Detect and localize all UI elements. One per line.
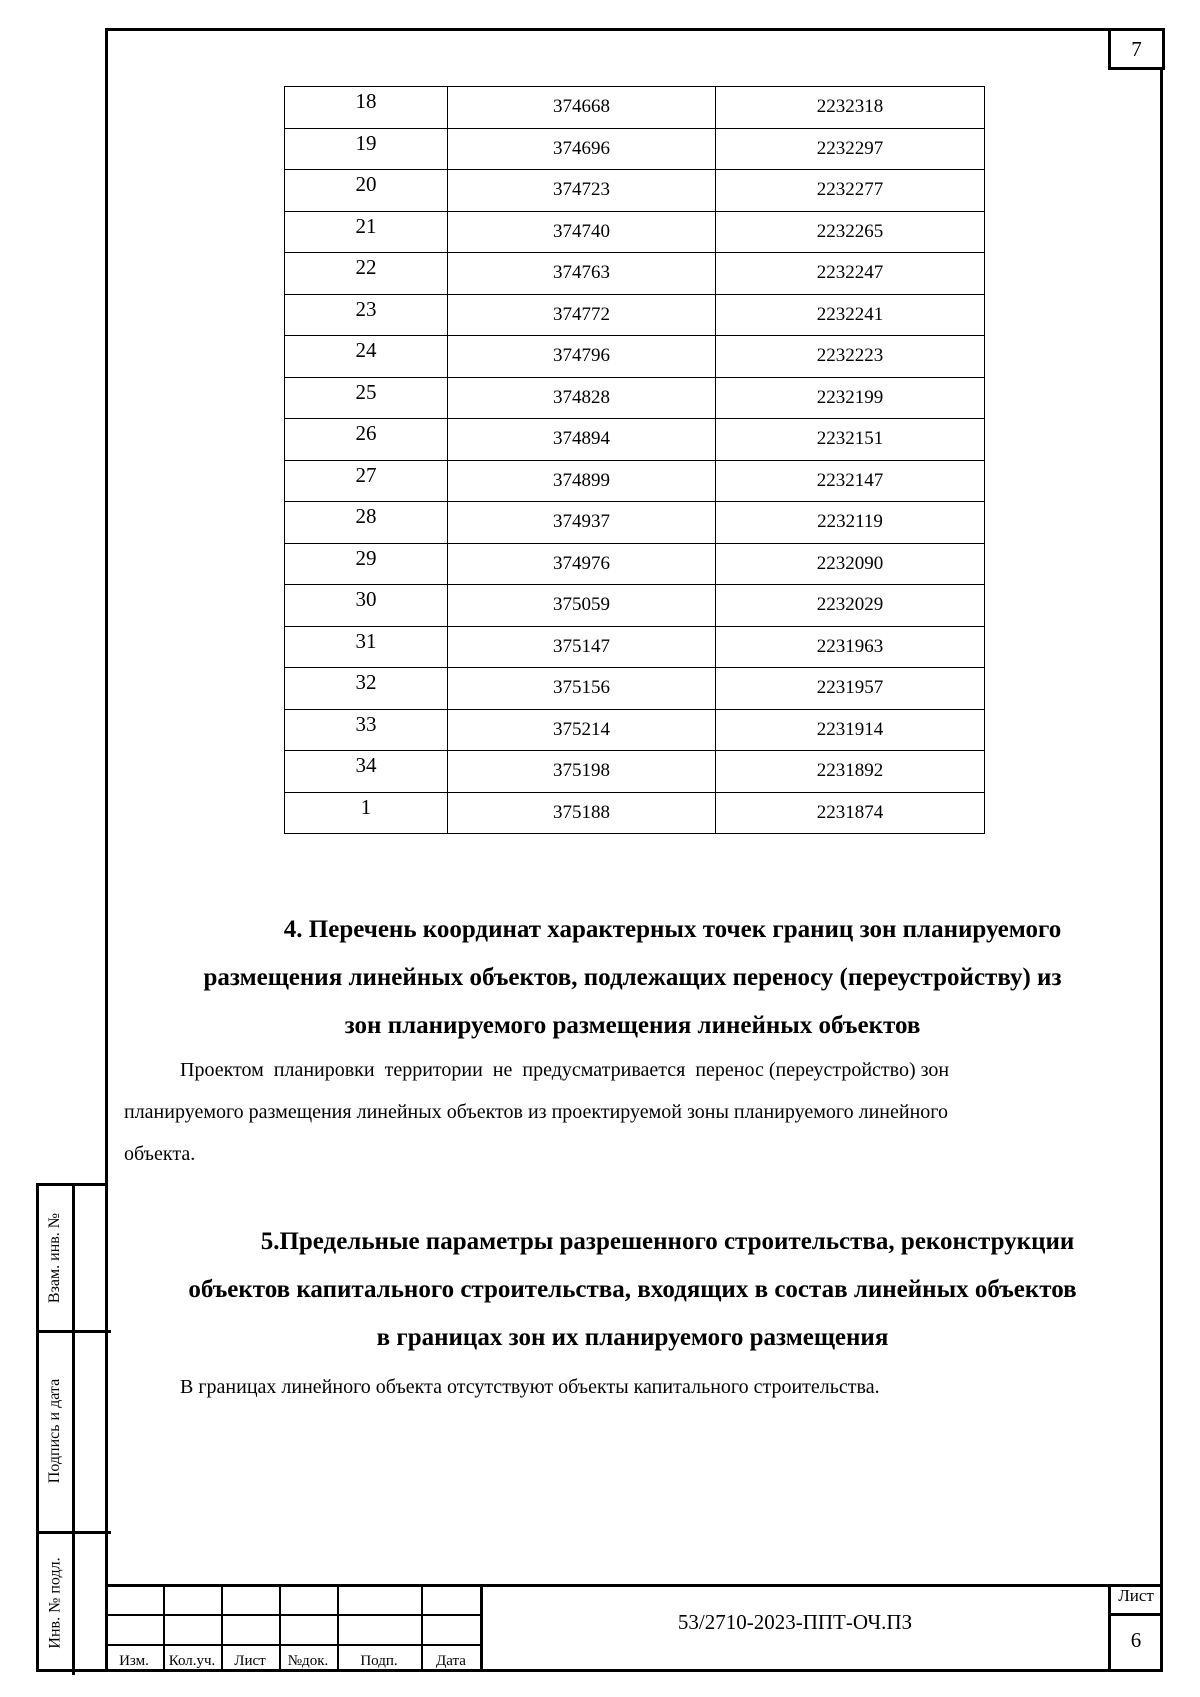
y-coordinate-cell: 2232297 [716, 128, 985, 170]
table-row [285, 751, 985, 793]
heading-line: 5.Предельные параметры разрешенного строительства, реконструкции [260, 1228, 1075, 1255]
x-coordinate-cell: 374763 [448, 253, 716, 295]
tb-sheet-line [1108, 1613, 1163, 1616]
table-row [285, 170, 985, 212]
point-number-cell: 28 [285, 502, 448, 544]
left-margin-stamp [36, 1183, 108, 1672]
y-coordinate-cell: 2232147 [716, 460, 985, 502]
table-row [285, 709, 985, 751]
table-row [285, 502, 985, 544]
y-coordinate-cell: 2232151 [716, 419, 985, 461]
point-number-cell: 21 [285, 211, 448, 253]
table-row [285, 460, 985, 502]
y-coordinate-cell: 2232223 [716, 336, 985, 378]
x-coordinate-cell: 374899 [448, 460, 716, 502]
stamp-label-replacement: Взам. инв. № [46, 1212, 64, 1304]
tb-label-izm: Изм. [119, 1653, 149, 1669]
y-coordinate-cell: 2232241 [716, 294, 985, 336]
x-coordinate-cell: 374828 [448, 377, 716, 419]
x-coordinate-cell: 375188 [448, 792, 716, 834]
table-row [285, 211, 985, 253]
table-row [285, 419, 985, 461]
heading-line: зон планируемого размещения линейных объектов [344, 1012, 921, 1039]
table-row [285, 294, 985, 336]
section-5-heading [110, 1218, 1155, 1362]
section-5-paragraph: В границах линейного объекта отсутствуют объекты капитального строительства. [180, 1376, 880, 1398]
point-number-cell: 19 [285, 128, 448, 170]
x-coordinate-cell: 375147 [448, 626, 716, 668]
tb-label-podp: Подп. [360, 1653, 398, 1669]
x-coordinate-cell: 374894 [448, 419, 716, 461]
table-row [285, 336, 985, 378]
y-coordinate-cell: 2232029 [716, 585, 985, 627]
table-row [285, 128, 985, 170]
table-row [285, 792, 985, 834]
point-number-cell: 33 [285, 709, 448, 751]
x-coordinate-cell: 374772 [448, 294, 716, 336]
x-coordinate-cell: 374740 [448, 211, 716, 253]
section-4-paragraph-line: Проектом планировки территории не предусматривается перенос (переустройство) зон [180, 1059, 950, 1081]
point-number-cell: 26 [285, 419, 448, 461]
x-coordinate-cell: 375214 [448, 709, 716, 751]
point-number-cell: 22 [285, 253, 448, 295]
point-number-cell: 31 [285, 626, 448, 668]
table-row [285, 543, 985, 585]
point-number-cell: 32 [285, 668, 448, 710]
stamp-label-inventory: Инв. № подл. [46, 1557, 64, 1649]
stamp-label-signature-date: Подпись и дата [46, 1378, 64, 1483]
tb-row-line [105, 1644, 480, 1646]
y-coordinate-cell: 2232265 [716, 211, 985, 253]
point-number-cell: 20 [285, 170, 448, 212]
x-coordinate-cell: 374723 [448, 170, 716, 212]
point-number-cell: 29 [285, 543, 448, 585]
section-4-paragraph-line: объекта. [124, 1143, 196, 1165]
heading-line: в границах зон их планируемого размещения [376, 1324, 889, 1351]
y-coordinate-cell: 2232090 [716, 543, 985, 585]
x-coordinate-cell: 375198 [448, 751, 716, 793]
table-row [285, 585, 985, 627]
page-number: 7 [1108, 28, 1165, 70]
x-coordinate-cell: 374976 [448, 543, 716, 585]
point-number-cell: 24 [285, 336, 448, 378]
point-number-cell: 34 [285, 751, 448, 793]
point-number-cell: 25 [285, 377, 448, 419]
x-coordinate-cell: 374696 [448, 128, 716, 170]
tb-label-koluch: Кол.уч. [168, 1653, 216, 1669]
heading-line: размещения линейных объектов, подлежащих переносу (переустройству) из [203, 964, 1062, 991]
table-row [285, 253, 985, 295]
tb-label-list: Лист [234, 1653, 266, 1669]
coordinates-table [284, 86, 985, 834]
sheet-number: 6 [1130, 1628, 1142, 1652]
y-coordinate-cell: 2231892 [716, 751, 985, 793]
heading-line: объектов капитального строительства, входящих в состав линейных объектов [188, 1276, 1077, 1303]
y-coordinate-cell: 2232199 [716, 377, 985, 419]
x-coordinate-cell: 374796 [448, 336, 716, 378]
y-coordinate-cell: 2231914 [716, 709, 985, 751]
y-coordinate-cell: 2232247 [716, 253, 985, 295]
heading-line: 4. Перечень координат характерных точек границ зон планируемого [283, 916, 1062, 943]
y-coordinate-cell: 2231963 [716, 626, 985, 668]
coordinates-table-body [285, 87, 985, 834]
tb-row-line [105, 1614, 480, 1616]
point-number-cell: 1 [285, 792, 448, 834]
y-coordinate-cell: 2232119 [716, 502, 985, 544]
x-coordinate-cell: 374937 [448, 502, 716, 544]
tb-label-ndok: №док. [287, 1653, 329, 1669]
y-coordinate-cell: 2232277 [716, 170, 985, 212]
point-number-cell: 27 [285, 460, 448, 502]
section-4-heading [110, 906, 1155, 1050]
point-number-cell: 23 [285, 294, 448, 336]
x-coordinate-cell: 374668 [448, 87, 716, 129]
table-row [285, 626, 985, 668]
y-coordinate-cell: 2231874 [716, 792, 985, 834]
tb-label-data: Дата [436, 1653, 466, 1669]
document-code: 53/2710-2023-ППТ-ОЧ.ПЗ [677, 1610, 913, 1634]
stamp-divider-vertical [72, 1186, 75, 1675]
table-row [285, 668, 985, 710]
table-row [285, 87, 985, 129]
section-4-paragraph-line: планируемого размещения линейных объектов из проектируемой зоны планируемого линейного [124, 1101, 948, 1123]
table-row [285, 377, 985, 419]
sheet-label: Лист [1118, 1586, 1154, 1605]
point-number-cell: 30 [285, 585, 448, 627]
y-coordinate-cell: 2231957 [716, 668, 985, 710]
y-coordinate-cell: 2232318 [716, 87, 985, 129]
x-coordinate-cell: 375156 [448, 668, 716, 710]
x-coordinate-cell: 375059 [448, 585, 716, 627]
point-number-cell: 18 [285, 87, 448, 129]
